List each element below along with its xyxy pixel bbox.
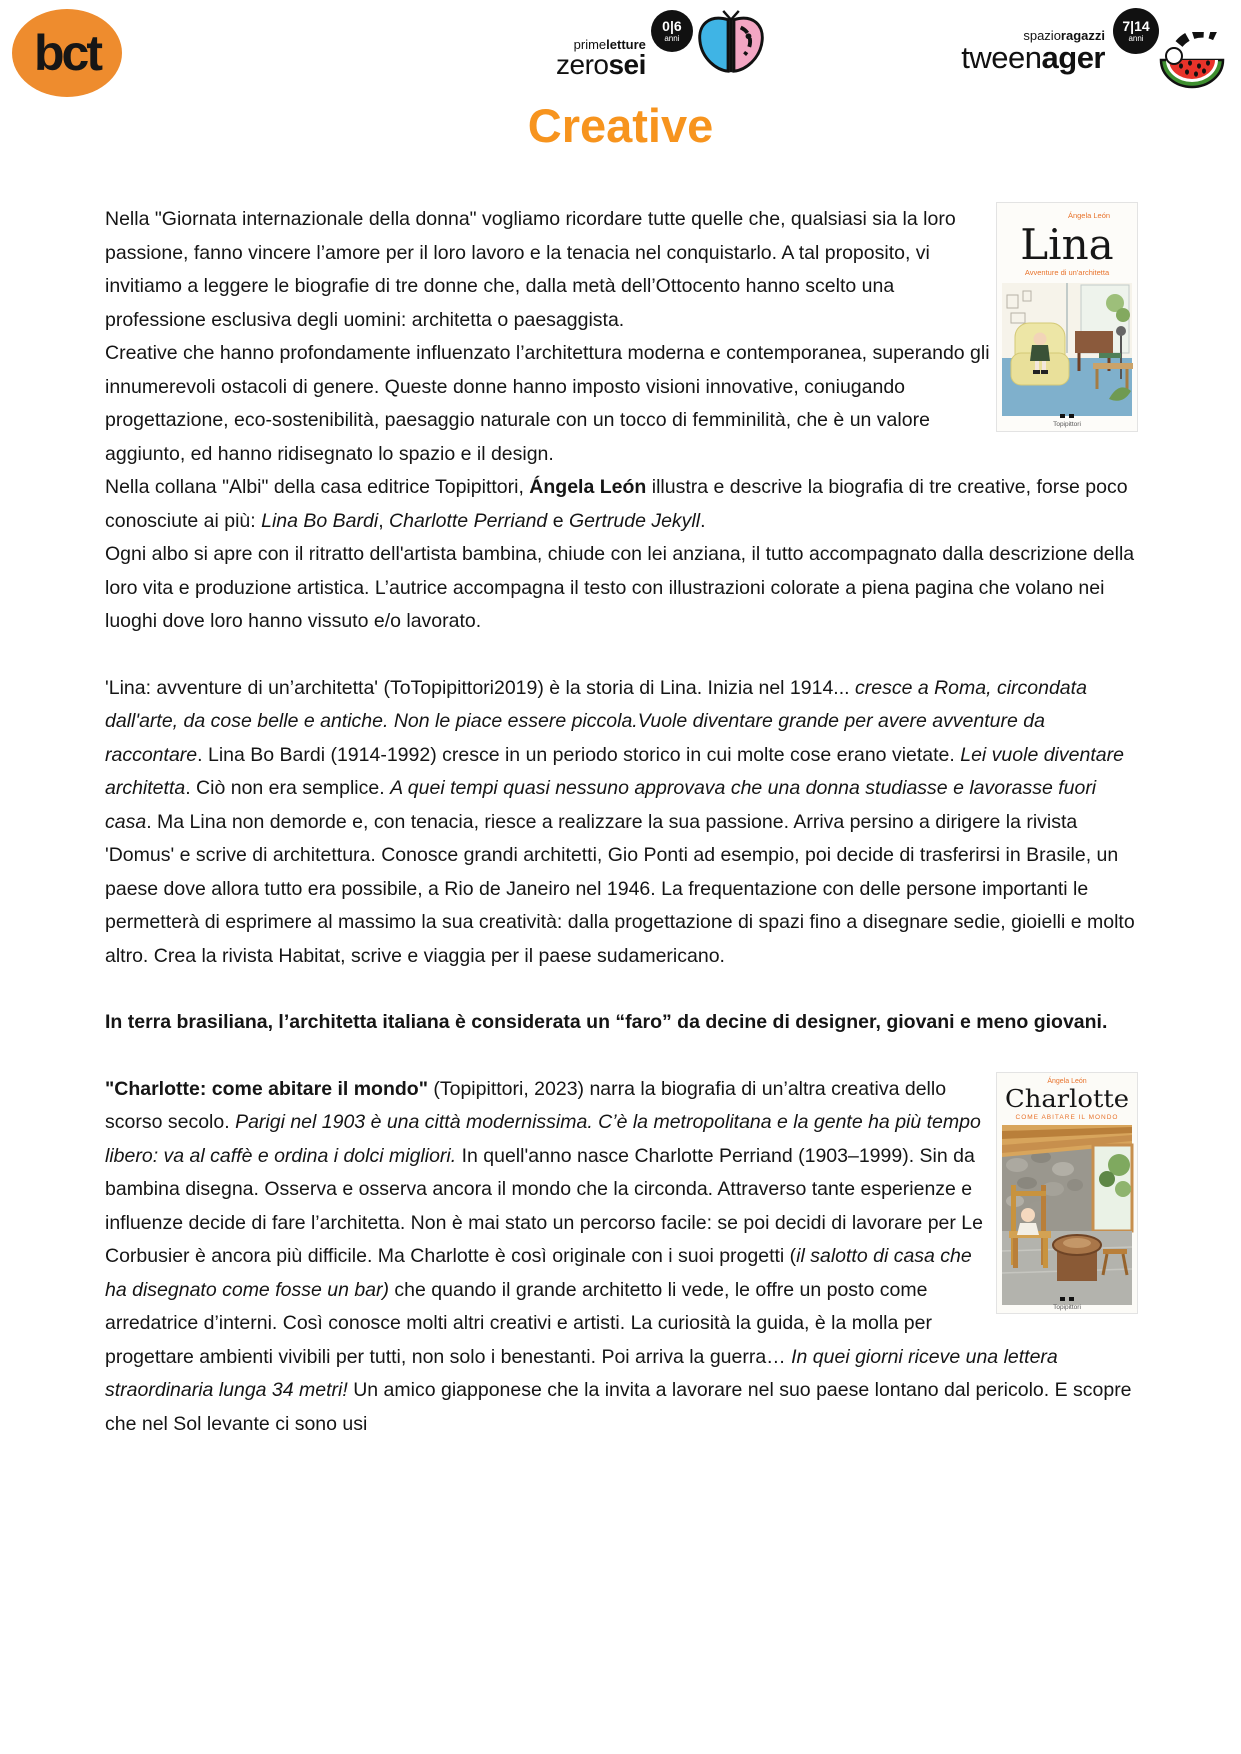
text-run: Lei vuole diventare architetta [105, 743, 1124, 799]
text-run: cresce a Roma, circondata dall'arte, da cose belle e antiche. Non le piace essere piccola.Vuole diventare grande per avere avventure da raccontare [105, 676, 1087, 766]
lina-cover-publisher: Topipittori [1053, 421, 1081, 428]
text-run: Ogni albo si apre con il ritratto dell'artista bambina, chiude con lei anziana, il tutto accompagnato dalla descrizione della loro vita e produzione artistica. L’autrice accompagna il testo con illustrazioni colorate a piena pagina che volano nei luoghi dove loro hanno vissuto e/o lavorato. [105, 543, 1135, 632]
text-run: 'Lina: avventure di un’architetta' (ToTopipittori2019) è la storia di Lina. Inizia nel 1914... [105, 676, 855, 699]
paragraph-intro [105, 203, 1137, 337]
text-run: In quei giorni riceve una lettera straordinaria lunga 34 metri! [105, 1345, 1058, 1401]
text-run: (Topipittori, 2023) narra la biografia di un’altra creativa dello scorso secolo. [105, 1077, 947, 1133]
bct-logo [8, 6, 126, 100]
tweenager-prefix-regular: spazio [1023, 27, 1061, 43]
text-run: Nella collana "Albi" della casa editrice Topipittori, [105, 476, 530, 498]
text-run: Gertrude Jekyll [568, 509, 701, 532]
text-run: illustra e descrive la biografia di tre creative, forse poco conosciute ai più: [105, 476, 1128, 532]
text-run: Un amico giapponese che la invita a lavorare nel suo paese lontano dal pericolo. E scopre che nel Sol levante ci sono usi [105, 1379, 1132, 1435]
tweenager-prefix-bold: ragazzi [1060, 27, 1105, 43]
lina-cover-subtitle: Avventure di un'architetta [1024, 268, 1110, 277]
intro-section [105, 203, 1137, 639]
tweenager-logo-text [961, 29, 1105, 74]
text-run: Parigi nel 1903 è una città modernissima. C’è la metropolitana e la gente ha più tempo libero: va al caffè e ordina i dolci migliori. [105, 1111, 981, 1167]
charlotte-section [105, 1073, 1137, 1442]
text-run: Creative che hanno profondamente influenzato l’architettura moderna e contemporanea, superando gli innumerevoli ostacoli di genere. Queste donne hanno imposto visioni innovative, coniugando progettazione, eco-sostenibilità, paesaggio naturale con un tocco di femminilità, che è un valore aggiunto, ed hanno ridisegnato lo spazio e il design. [105, 342, 990, 465]
age-badge-7-14-number: 7|14 [1122, 18, 1150, 34]
zerosei-prefix-bold: letture [606, 37, 646, 53]
age-badge-7-14-anni: anni [1128, 34, 1144, 43]
paragraph-lina-bio [105, 672, 1137, 974]
paragraph-creative [105, 337, 1137, 471]
header-logos [0, 0, 1241, 105]
text-run: . Ciò non era semplice. [185, 777, 391, 799]
age-badge-7-14 [1113, 8, 1159, 54]
charlotte-cover-title: Charlotte [1005, 1084, 1129, 1113]
watermelon-icon [1157, 32, 1227, 94]
paragraph-faro [105, 1006, 1137, 1040]
tweenager-name-regular: tween [961, 39, 1042, 75]
zerosei-prefix-regular: prime [573, 37, 607, 53]
text-run: Lina Bo Bardi [261, 509, 379, 532]
butterfly-icon [695, 10, 767, 78]
lina-book-cover [997, 203, 1137, 431]
text-run: il salotto di casa che ha disegnato come fosse un bar) [105, 1245, 972, 1301]
zerosei-name-light: zero [556, 49, 609, 81]
bct-logo-text: bct [34, 25, 100, 81]
tweenager-graphic [1111, 8, 1227, 94]
text-run: "Charlotte: come abitare il mondo" [105, 1077, 428, 1100]
text-run: che quando il grande architetto li vede, le offre un posto come arredatrice d’interni. Così conosce molti altri creativi e artisti. La curiosità la guida, è la molla per progettare ambienti vivibili per tutti, non solo i benestanti. Poi arriva la guerra… [105, 1278, 932, 1368]
tweenager-name-bold: ager [1041, 39, 1105, 75]
zerosei-name-bold: sei [608, 49, 646, 81]
bct-logo-icon [8, 6, 126, 100]
text-run: Charlotte Perriand [389, 509, 548, 532]
paragraph-charlotte-bio [105, 1073, 1137, 1442]
age-badge-0-6-number: 0|6 [662, 18, 682, 34]
tweenager-logo [961, 8, 1227, 94]
text-run: e [547, 509, 569, 532]
charlotte-book-cover [997, 1073, 1137, 1313]
zerosei-logo-text [556, 38, 646, 80]
paragraph-collana-albi [105, 471, 1137, 538]
tweenager-name [961, 39, 1105, 75]
age-badge-0-6-anni: anni [664, 34, 680, 43]
age-badge-0-6 [651, 10, 693, 52]
text-run: In quell'anno nasce Charlotte Perriand (1903–1999). Sin da bambina disegna. Osserva e osserva ancora il mondo che la circonda. Attraverso tante esperienze e influenze decide di fare l’architetta. Non è mai stato un percorso facile: se poi decidi di lavorare per Le Corbusier è ancora più difficile. Ma Charlotte è così originale con i suoi progetti ( [105, 1144, 983, 1267]
paragraph-ogni-albo [105, 538, 1137, 639]
text-run: Ángela León [529, 476, 647, 498]
charlotte-cover-author: Ángela León [1047, 1077, 1087, 1085]
page-title: Creative [527, 99, 714, 152]
text-run: . Ma Lina non demorde e, con tenacia, riesce a realizzare la sua passione. Arriva persino a dirigere la rivista 'Domus' e scrive di architettura. Conosce grandi architetti, Gio Ponti ad esempio, poi decide di trasferirsi in Brasile, un paese dove allora tutto era possibile, a Rio de Janeiro nel 1946. La frequentazione con delle persone importanti le permetterà di esprimere al massimo la sua creatività: dalla progettazione di spazi fino a disegnare sedie, gioielli e molto altro. Crea la rivista Habitat, scrive e viaggia per il paese sudamericano. [105, 810, 1135, 967]
text-run: A quei tempi quasi nessuno approvava che una donna studiasse e lavorasse fuori casa [105, 777, 1097, 833]
text-run: In terra brasiliana, l’architetta italiana è considerata un “faro” da decine di designer, giovani e meno giovani. [105, 1011, 1108, 1033]
text-run: . [700, 509, 706, 532]
text-run: . Lina Bo Bardi (1914-1992) cresce in un periodo storico in cui molte cose erano vietate. [197, 743, 961, 766]
lina-book-cover-image [997, 203, 1137, 431]
charlotte-book-cover-image [997, 1073, 1137, 1313]
charlotte-cover-publisher: Topipittori [1053, 1303, 1081, 1311]
text-run: , [378, 509, 390, 532]
article [105, 203, 1137, 1441]
lina-cover-title: Lina [1020, 220, 1114, 269]
zerosei-graphic [651, 10, 767, 80]
charlotte-cover-subtitle: COME ABITARE IL MONDO [1015, 1113, 1119, 1121]
zerosei-logo [556, 10, 767, 80]
text-run: Nella "Giornata internazionale della donna" vogliamo ricordare tutte quelle che, qualsiasi sia la loro passione, fanno vincere l’amore per il loro lavoro e la tenacia nel conquistarlo. A tal proposito, vi invitiamo a leggere le biografie di tre donne che, dalla metà dell’Ottocento hanno scelto una professione esclusiva degli uomini: architetta o paesaggista. [105, 208, 956, 331]
zerosei-name [556, 51, 646, 80]
lina-cover-author: Ángela León [1067, 211, 1111, 220]
